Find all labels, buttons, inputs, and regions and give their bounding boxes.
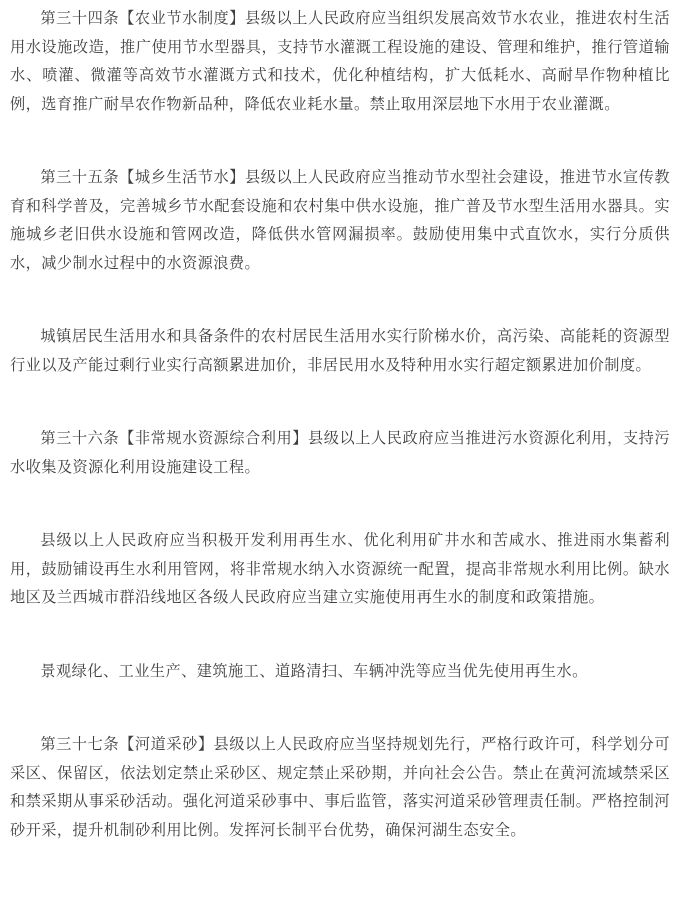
- paragraph-spacer: [10, 277, 670, 322]
- paragraph-spacer: [10, 118, 670, 163]
- paragraph-spacer: [10, 612, 670, 657]
- paragraph-spacer: [10, 481, 670, 526]
- paragraph-spacer: [10, 379, 670, 424]
- article-34-paragraph: 第三十四条【农业节水制度】县级以上人民政府应当组织发展高效节水农业，推进农村生活用水设施改造，推广使用节水型器具，支持节水灌溉工程设施的建设、管理和维护，推行管道输水、喷灌、微灌等高效节水灌溉方式和技术，优化种植结构，扩大低耗水、高耐旱作物种植比例，选育推广耐旱农作物新品种，降低农业耗水量。禁止取用深层地下水用于农业灌溉。: [10, 9, 670, 113]
- paragraph-spacer: [10, 685, 670, 730]
- article-37-paragraph: 第三十七条【河道采砂】县级以上人民政府应当坚持规划先行，严格行政许可，科学划分可采区、保留区，依法划定禁止采砂区、规定禁止采砂期，并向社会公告。禁止在黄河流域禁采区和禁采期从事采砂活动。强化河道采砂事中、事后监管，落实河道采砂管理责任制。严格控制河砂开采，提升机制砂利用比例。发挥河长制平台优势，确保河湖生态安全。: [10, 735, 670, 839]
- reclaimed-water-paragraph: 县级以上人民政府应当积极开发利用再生水、优化利用矿井水和苦咸水、推进雨水集蓄利用，鼓励铺设再生水利用管网，将非常规水纳入水资源统一配置，提高非常规水利用比例。缺水地区及兰西城市群沿线地区各级人民政府应当建立实施使用再生水的制度和政策措施。: [10, 531, 670, 606]
- article-35-paragraph: 第三十五条【城乡生活节水】县级以上人民政府应当推动节水型社会建设，推进节水宣传教育和科学普及，完善城乡节水配套设施和农村集中供水设施，推广普及节水型生活用水器具。实施城乡老旧供水设施和管网改造，降低供水管网漏损率。鼓励使用集中式直饮水，实行分质供水，减少制水过程中的水资源浪费。: [10, 168, 670, 272]
- priority-reclaimed-water-paragraph: 景观绿化、工业生产、建筑施工、道路清扫、车辆冲洗等应当优先使用再生水。: [40, 661, 588, 680]
- article-36-paragraph: 第三十六条【非常规水资源综合利用】县级以上人民政府应当推进污水资源化利用，支持污水收集及资源化利用设施建设工程。: [10, 429, 670, 476]
- tiered-water-price-paragraph: 城镇居民生活用水和具备条件的农村居民生活用水实行阶梯水价，高污染、高能耗的资源型行业以及产能过剩行业实行高额累进加价，非居民用水及特种用水实行超定额累进加价制度。: [10, 327, 670, 374]
